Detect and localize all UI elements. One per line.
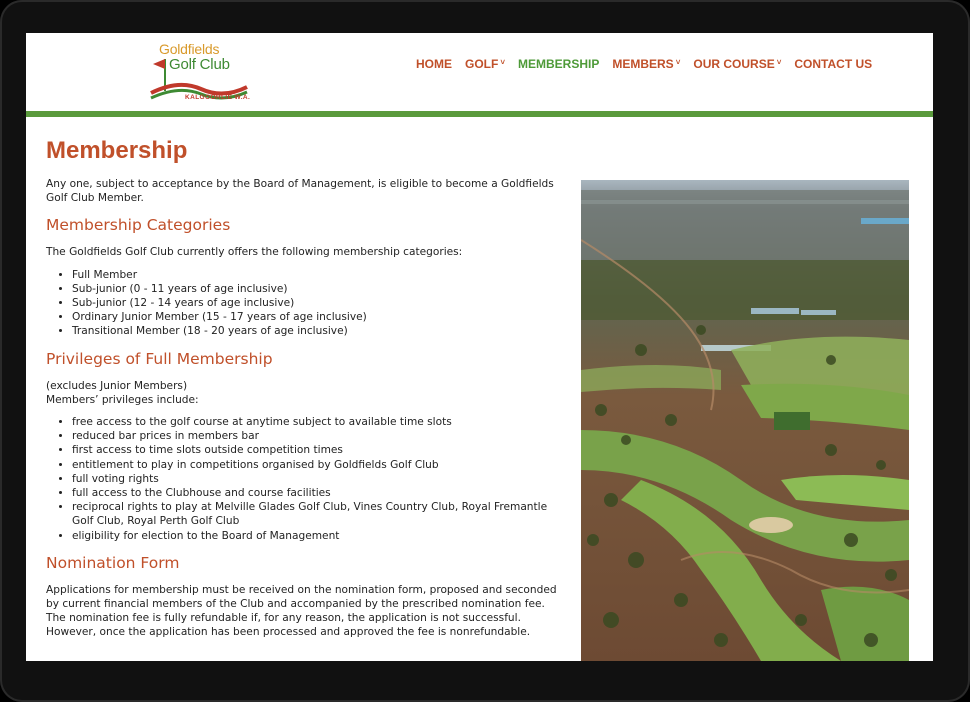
list-item: • first access to time slots outside competition times: [72, 443, 571, 457]
page-title: Membership: [46, 137, 188, 164]
chevron-down-icon: ˅: [776, 58, 782, 67]
list-item: • free access to the golf course at anytime subject to available time slots: [72, 415, 571, 429]
nav-our-course-label: OUR COURSE: [693, 57, 775, 71]
site-logo[interactable]: [149, 39, 259, 105]
site-header: [26, 33, 933, 111]
nav-members[interactable]: [612, 57, 680, 71]
categories-lead: The Goldfields Golf Club currently offers the following membership categories:: [46, 246, 463, 259]
nav-home[interactable]: [416, 57, 452, 71]
aerial-photo-illustration: [581, 180, 909, 661]
main-content: [46, 137, 571, 648]
list-item: • Transitional Member (18 - 20 years of age inclusive): [72, 324, 571, 338]
list-item: • reciprocal rights to play at Melville Glades Golf Club, Vines Country Club, Royal Fremantle Golf Club, Royal Perth Golf Club: [72, 500, 571, 528]
list-item: • full voting rights: [72, 472, 571, 486]
categories-list: [46, 268, 571, 339]
nav-golf[interactable]: [465, 57, 505, 71]
main-nav: [416, 57, 885, 71]
intro-paragraph: Any one, subject to acceptance by the Board of Management, is eligible to become a Goldfields Golf Club Member.: [46, 178, 554, 205]
nomination-heading: Nomination Form: [46, 553, 180, 572]
list-item: • full access to the Clubhouse and course facilities: [72, 486, 571, 500]
logo-text-golf-club: Golf Club: [169, 56, 230, 73]
chevron-down-icon: ˅: [675, 58, 681, 67]
browser-viewport: [26, 33, 933, 661]
logo-text-goldfields: Goldfields: [159, 41, 220, 57]
logo-text-location: KALGOORLIE W.A.: [185, 94, 251, 101]
nav-contact-us[interactable]: [794, 57, 872, 71]
nav-our-course[interactable]: [693, 57, 781, 71]
nav-membership[interactable]: [518, 57, 599, 71]
privileges-note: (excludes Junior Members): [46, 379, 188, 392]
header-divider: [26, 111, 933, 117]
nomination-paragraph-1: Applications for membership must be received on the nomination form, proposed and seconded by current financial members of the Club and accompanied by the prescribed nomination fee.: [46, 583, 557, 611]
privileges-heading: Privileges of Full Membership: [46, 349, 273, 368]
list-item: • Ordinary Junior Member (15 - 17 years of age inclusive): [72, 310, 571, 324]
nomination-paragraph-2: The nomination fee is fully refundable if, for any reason, the application is not successful. However, once the application has been processed and approved the fee is nonrefundable.: [46, 612, 531, 639]
list-item: • Sub-junior (12 - 14 years of age inclusive): [72, 296, 571, 310]
list-item: • entitlement to play in competitions organised by Goldfields Golf Club: [72, 458, 571, 472]
nav-members-label: MEMBERS: [612, 57, 674, 71]
nav-contact-us-label: CONTACT US: [794, 57, 873, 71]
nav-golf-label: GOLF: [465, 57, 499, 71]
list-item: • Sub-junior (0 - 11 years of age inclusive): [72, 282, 571, 296]
privileges-lead: Members’ privileges include:: [46, 393, 199, 406]
list-item: • Full Member: [72, 268, 571, 282]
categories-heading: Membership Categories: [46, 216, 231, 235]
nav-membership-label: MEMBERSHIP: [518, 57, 600, 71]
aerial-course-photo: [581, 180, 909, 661]
list-item: • eligibility for election to the Board of Management: [72, 529, 571, 543]
chevron-down-icon: ˅: [500, 58, 505, 67]
nav-home-label: HOME: [416, 57, 452, 71]
privileges-list: [46, 415, 571, 543]
list-item: • reduced bar prices in members bar: [72, 429, 571, 443]
